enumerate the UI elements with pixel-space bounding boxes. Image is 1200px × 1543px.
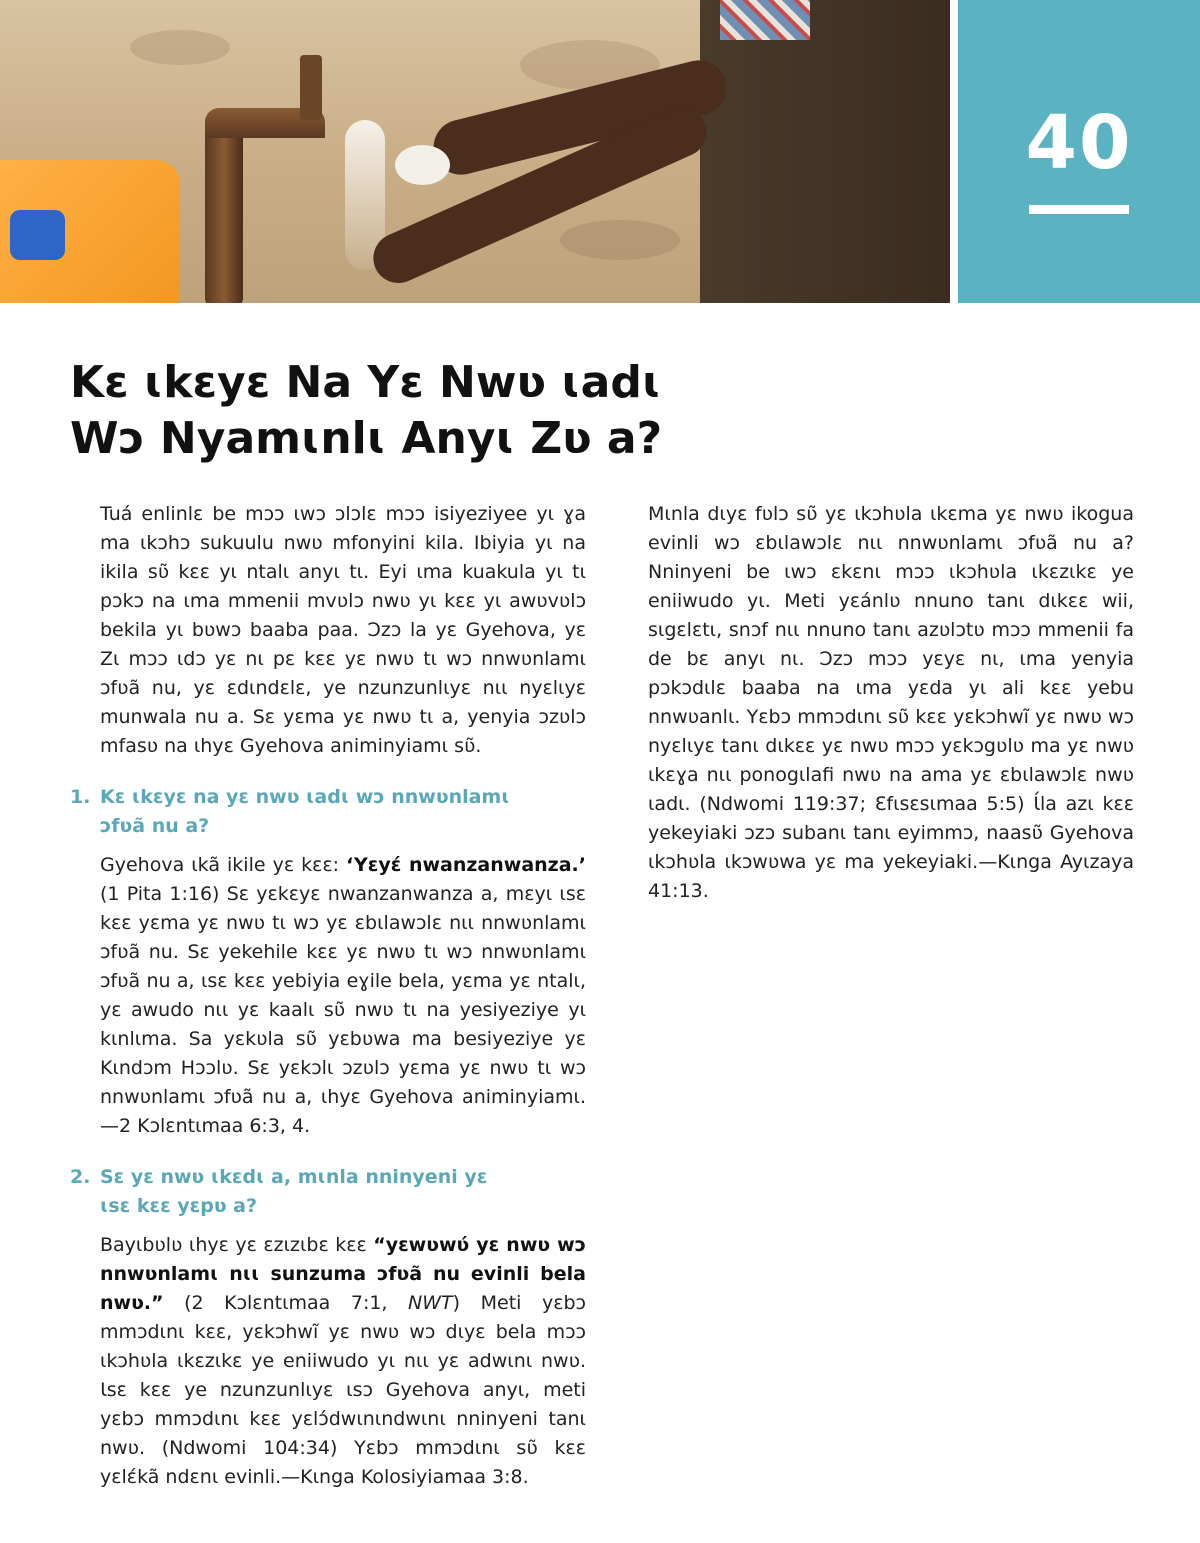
section-2-body: Bayɩbʋlʋ ɩhyɛ yɛ ɛzɩzɩbɛ kɛɛ “yɛwʋwʋ́ yɛ nwʋ wɔ nnwʋnlamɩ nɩɩ sunzuma ɔfʋã nu evinli bela nwʋ.” (2 Kɔlɛntɩmaa 7:1, NWT) Meti yɛbɔ mmɔdɩnɩ kɛɛ, yɛkɔhwĩ yɛ nwʋ wɔ dɩyɛ bela mɔɔ ɩkɔhʋla ɩkɛzɩkɛ ye eniiwudo yɩ nɩɩ yɛ adwɩnɩ nwʋ. Ɩsɛ kɛɛ ye nzunzunlɩyɛ ɩsɔ Gyehova anyɩ, meti yɛbɔ mmɔdɩnɩ kɛɛ yɛlɔ́dwɩnɩndwɩnɩ nninyeni tanɩ nwʋ. (Ndwomi 104:34) Yɛbɔ mmɔdɩnɩ sʋ̃ kɛɛ yɛlɛ́kã ndɛnɩ evinli.—Kɩnga Kolosiyiamaa 3:8. [100, 1234, 586, 1488]
section-1-body: Gyehova ɩkã ikile yɛ kɛɛ: ‘Yɛyɛ́ nwanzanwanza.’ (1 Pita 1:16) Sɛ yɛkɛyɛ nwanzanwanza a, mɛyɩ ɩsɛ kɛɛ yɛma yɛ nwʋ tɩ wɔ yɛ ɛbɩlawɔlɛ nɩɩ nnwʋnlamɩ ɔfʋã nu. Sɛ yekehile kɛɛ yɛ nwʋ tɩ wɔ nnwʋnlamɩ ɔfʋã nu a, ɩsɛ kɛɛ yebiyia eɣile bela, yɛma yɛ ntalɩ, yɛ awudo nɩɩ yɛ kaalɩ sʋ̃ nwʋ tɩ na yesiyeziye yɩ kɩnlɩma. Sa yɛkʋla sʋ̃ yɛbʋwa ma besiyeziye yɛ Kɩndɔm Hɔɔlʋ. Sɛ yɛkɔlɩ ɔzʋlɔ yɛma yɛ nwʋ tɩ wɔ nnwʋnlamɩ ɔfʋã nu a, ɩhyɛ Gyehova animinyiamɩ.—2 Kɔlɛntɩmaa 6:3, 4. [100, 854, 586, 1137]
section-2-number: 2. [70, 1166, 91, 1188]
shirt-sleeve-image [720, 0, 810, 40]
badge-underline [1029, 205, 1129, 214]
title-line-2: Wɔ Nyamɩnlɩ Anyɩ Zʋ a? [70, 413, 663, 464]
bible-version-abbrev: NWT [408, 1292, 453, 1314]
section-2-quote: “yɛwʋwʋ́ yɛ nwʋ wɔ nnwʋnlamɩ nɩɩ sunzuma ɔfʋã nu evinli bela nwʋ.” [100, 1234, 586, 1314]
lesson-number-badge [958, 0, 1200, 303]
soap-image [395, 145, 450, 185]
person-trousers-image [700, 0, 950, 303]
section-2-heading [70, 1163, 586, 1221]
intro-paragraph: Tuá enlinlɛ be mɔɔ ɩwɔ ɔlɔlɛ mɔɔ isiyeziyee yɩ ɣa ma ɩkɔhɔ sukuulu nwʋ mfonyini kila. Ibiyia yɩ na ikila sʋ̃ kɛɛ yɩ ntalɩ anyɩ tɩ. Eyi ɩma kuakula yɩ tɩ pɔkɔ na ɩma mmenii mvʋlɔ nwʋ yɩ kɛɛ yɩ awʋvʋlɔ bekila yɩ bʋwɔ baaba paa. Ɔzɔ la yɛ Gyehova, yɛ Zɩ mɔɔ ɩdɔ yɛ nɩ pɛ kɛɛ yɛ nwʋ tɩ wɔ nnwʋnlamɩ ɔfʋã nu, yɛ ɛdɩndɛlɛ, ye nzunzunlɩyɛ nɩɩ nyɛlɩyɛ munwala nu a. Sɛ yɛma yɛ nwʋ tɩ a, yenyia ɔzʋlɔ mfasʋ na ɩhyɛ Gyehova animinyiamɩ sʋ̃. [100, 503, 586, 757]
jerrycan-cap-image [10, 210, 65, 260]
section-1-question: Kɛ ɩkɛyɛ na yɛ nwʋ ɩadɩ wɔ nnwʋnlamɩ ɔfʋã nu a? [100, 786, 510, 837]
water-pipe-image [205, 115, 243, 303]
section-1-number: 1. [70, 786, 91, 808]
title-line-1: Kɛ ɩkɛyɛ Na Yɛ Nwʋ ɩadɩ [70, 357, 662, 408]
tap-image [300, 55, 322, 120]
page-title [70, 355, 790, 467]
section-1-quote: ‘Yɛyɛ́ nwanzanwanza.’ [346, 854, 586, 876]
lesson-number: 40 [1025, 100, 1133, 186]
section-2-question: Sɛ yɛ nwʋ ɩkɛdɩ a, mɩnla nninyeni yɛ ɩsɛ kɛɛ yɛpʋ a? [100, 1166, 488, 1217]
closing-paragraph: Mɩnla dɩyɛ fʋlɔ sʋ̃ yɛ ɩkɔhʋla ɩkɛma yɛ nwʋ ikogua evinli wɔ ɛbɩlawɔlɛ nɩɩ nnwʋnlamɩ ɔfʋã nu a? Nninyeni be ɩwɔ ɛkɛnɩ mɔɔ ɩkɔhʋla ɩkɛzɩkɛ ye eniiwudo yɩ. Meti yɛánlʋ nnuno tanɩ dɩkɛɛ wii, sɩgɛlɛtɩ, snɔf nɩɩ nnuno tanɩ azʋlɔtʋ mɔɔ mmenii fa de bɛ anyɩ nɩ. Ɔzɔ mɔɔ yɛyɛ nɩ, ɩma yenyia pɔkɔdɩlɛ baaba na ɩma yɛda yɩ ali kɛɛ yebu nnwʋanlɩ. Yɛbɔ mmɔdɩnɩ sʋ̃ kɛɛ yɛkɔhwĩ yɛ nwʋ wɔ nyɛlɩyɛ tanɩ dɩkɛɛ yɛ nwʋ mɔɔ yɛkɔgʋlʋ ma yɛ nwʋ ɩkɛɣa nɩɩ ponogɩlafi nwʋ na ama yɛ ɛbɩlawɔlɛ nwʋ ɩadɩ. (Ndwomi 119:37; Ɛfɩsɛsɩmaa 5:5) Ɩ́la azɩ kɛɛ yekeyiaki ɔzɔ subanɩ tanɩ eyimmɔ, naasʋ̃ Gyehova ɩkɔhʋla ɩkɔwʋwa yɛ ma yekeyiaki.—Kɩnga Ayɩzaya 41:13. [648, 503, 1134, 902]
hero-photo [0, 0, 950, 303]
section-1-heading [70, 783, 586, 841]
left-column [70, 500, 586, 1502]
right-column [648, 500, 1134, 916]
